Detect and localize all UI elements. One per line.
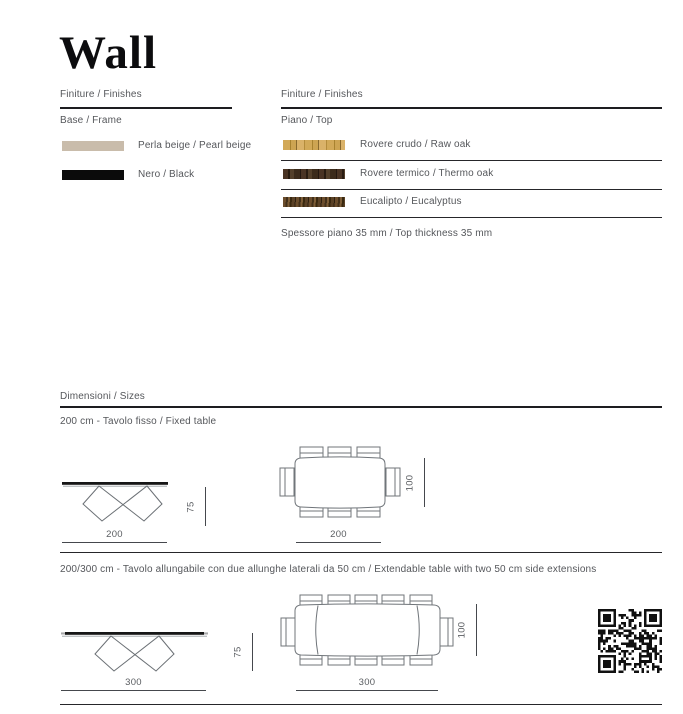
page-title: Wall bbox=[59, 27, 158, 79]
finishes-left-underline bbox=[60, 107, 232, 109]
dimension-line bbox=[61, 690, 206, 691]
variant-divider bbox=[60, 552, 662, 553]
dimension-line bbox=[296, 690, 438, 691]
variant-2-side-height-dimension bbox=[232, 633, 253, 671]
variant-1-side-width-dimension bbox=[62, 529, 167, 543]
dimension-value: 200 bbox=[330, 529, 347, 540]
top-thickness-note: Spessore piano 35 mm / Top thickness 35 mm bbox=[281, 228, 493, 239]
swatch-label-nero-black: Nero / Black bbox=[138, 169, 195, 180]
swatch-nero-black bbox=[62, 170, 124, 180]
dimension-line bbox=[205, 487, 206, 526]
sizes-section-label: Dimensioni / Sizes bbox=[60, 391, 145, 402]
variant-1-top-view-drawing bbox=[279, 443, 401, 521]
finishes-left-section-label: Finiture / Finishes bbox=[60, 89, 142, 100]
dimension-value: 300 bbox=[125, 677, 142, 688]
qr-code-icon bbox=[598, 609, 662, 673]
dimension-line bbox=[424, 458, 425, 507]
dimension-line bbox=[296, 542, 381, 543]
variant-2-top-width-dimension bbox=[296, 677, 438, 691]
swatch-label-rovere-termico: Rovere termico / Thermo oak bbox=[360, 168, 494, 179]
piano-top-group-label: Piano / Top bbox=[281, 115, 333, 126]
swatch-label-eucalipto: Eucalipto / Eucalyptus bbox=[360, 196, 462, 207]
variant-2-label: 200/300 cm - Tavolo allungabile con due allunghe laterali da 50 cm / Extendable table with two 50 cm side extensions bbox=[60, 564, 597, 575]
base-frame-group-label: Base / Frame bbox=[60, 115, 122, 126]
dimension-value: 100 bbox=[404, 474, 416, 491]
swatch-label-rovere-crudo: Rovere crudo / Raw oak bbox=[360, 139, 471, 150]
dimension-value: 100 bbox=[456, 621, 468, 639]
variant-2-side-width-dimension bbox=[61, 677, 206, 691]
swatch-eucalipto bbox=[283, 197, 345, 207]
dimension-line bbox=[62, 542, 167, 543]
finishes-right-underline bbox=[281, 107, 662, 109]
finishes-right-section-label: Finiture / Finishes bbox=[281, 89, 363, 100]
row-divider bbox=[281, 160, 662, 161]
variant-1-side-height-dimension bbox=[185, 487, 206, 526]
swatch-rovere-crudo bbox=[283, 140, 345, 150]
variant-1-top-depth-dimension bbox=[404, 458, 425, 507]
dimension-value: 200 bbox=[106, 529, 123, 540]
swatch-label-perla-beige: Perla beige / Pearl beige bbox=[138, 140, 252, 151]
dimension-value: 75 bbox=[185, 500, 197, 513]
dimension-line bbox=[252, 633, 253, 671]
variant-2-top-view-drawing bbox=[279, 591, 455, 669]
variant-1-side-view-drawing bbox=[62, 482, 168, 524]
variant-2-top-depth-dimension bbox=[456, 604, 477, 656]
variant-2-side-view-drawing bbox=[61, 632, 208, 674]
sizes-underline bbox=[60, 406, 662, 408]
variant-1-top-width-dimension bbox=[296, 529, 381, 543]
bottom-rule bbox=[60, 704, 662, 705]
dimension-value: 75 bbox=[232, 646, 244, 658]
swatch-perla-beige bbox=[62, 141, 124, 151]
swatch-rovere-termico bbox=[283, 169, 345, 179]
dimension-line bbox=[476, 604, 477, 656]
variant-1-label: 200 cm - Tavolo fisso / Fixed table bbox=[60, 416, 217, 427]
dimension-value: 300 bbox=[358, 677, 376, 688]
row-divider bbox=[281, 217, 662, 218]
row-divider bbox=[281, 189, 662, 190]
